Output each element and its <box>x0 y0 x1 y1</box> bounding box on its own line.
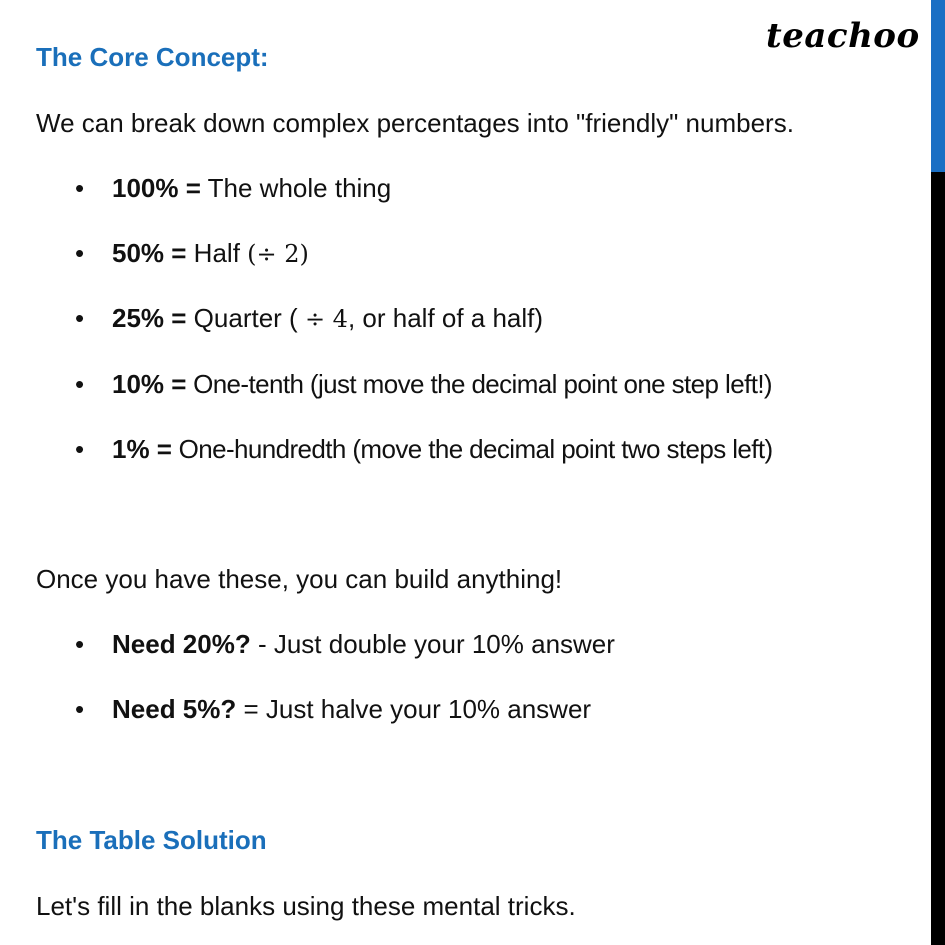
bullet-bold: 10% = <box>112 369 187 399</box>
side-bar-blue <box>931 0 945 172</box>
bullet-text: One-tenth (just move the decimal point one step left!) <box>186 369 772 399</box>
bullet-text: Half <box>186 238 248 268</box>
bullet-bold: 50% = <box>112 238 187 268</box>
list-item: • Need 20%? - Just double your 10% answer <box>75 629 615 659</box>
bullet-bold: 1% = <box>112 434 172 464</box>
table-intro-text: Let's fill in the blanks using these mental tricks. <box>36 891 576 921</box>
bullet-text: , or half of a half) <box>347 303 544 333</box>
bullet-text: One-hundredth (move the decimal point two steps left) <box>172 434 773 464</box>
teachoo-logo: teachoo <box>766 16 920 56</box>
bullet-text: Quarter ( <box>186 303 305 333</box>
bullet-bold: Need 5%? <box>112 694 237 724</box>
intro-text: We can break down complex percentages into "friendly" numbers. <box>36 108 794 138</box>
list-item: • 10% = One-tenth (just move the decimal point one step left!) <box>75 369 772 399</box>
list-item: • 25% = Quarter ( ÷ 4, or half of a half) <box>75 303 544 333</box>
build-intro-text: Once you have these, you can build anything! <box>36 564 563 594</box>
bullet-text: = Just halve your 10% answer <box>236 694 592 724</box>
bullet-bold: 100% = <box>112 173 201 203</box>
bullet-bold: 25% = <box>112 303 187 333</box>
heading-table-solution: The Table Solution <box>36 825 267 855</box>
bullet-bold: Need 20%? <box>112 629 251 659</box>
list-item: • 100% = The whole thing <box>75 173 392 203</box>
side-bar-black <box>931 172 945 945</box>
bullet-text: The whole thing <box>200 173 392 203</box>
list-item: • 50% = Half (÷ 2) <box>75 238 309 268</box>
math-expression: (÷ 2) <box>247 240 309 268</box>
list-item: • 1% = One-hundredth (move the decimal point two steps left) <box>75 434 773 464</box>
bullet-text: - Just double your 10% answer <box>250 629 615 659</box>
heading-core-concept: The Core Concept: <box>36 42 269 72</box>
list-item: • Need 5%? = Just halve your 10% answer <box>75 694 592 724</box>
math-expression: ÷ 4 <box>304 305 348 333</box>
